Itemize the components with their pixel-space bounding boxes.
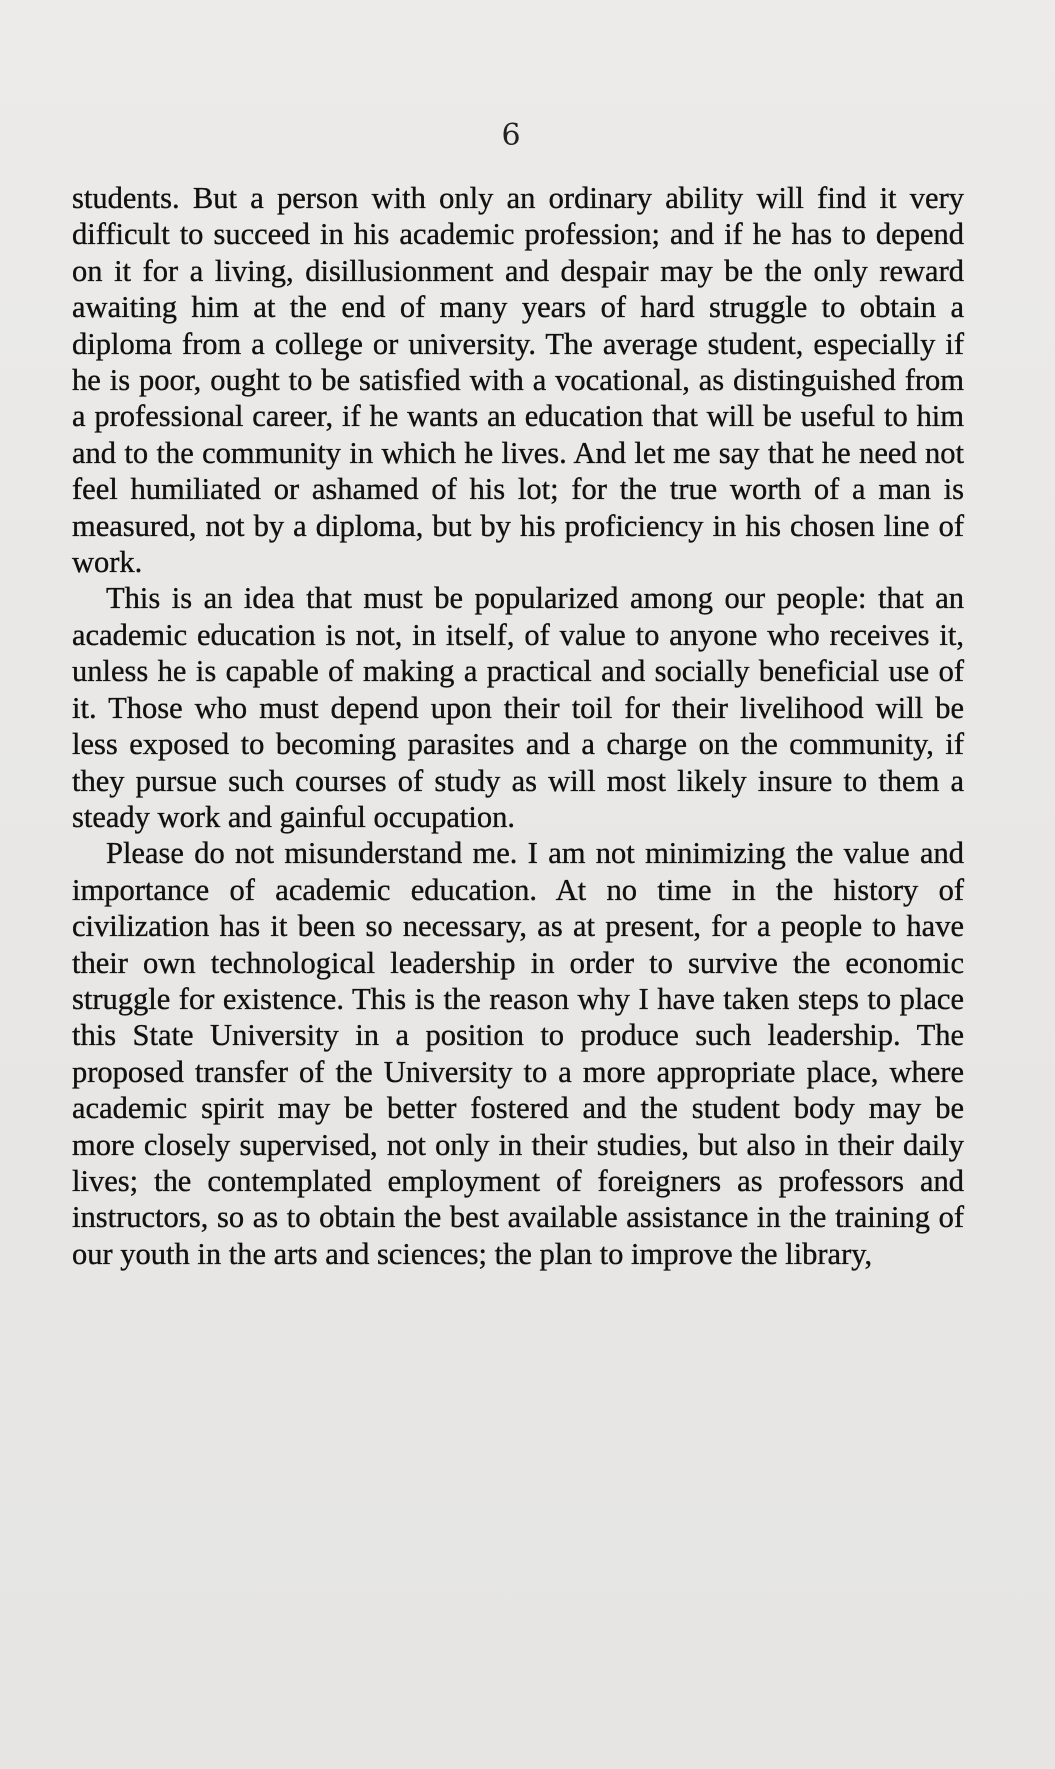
- page-number: 6: [501, 118, 521, 153]
- paragraph-3: Please do not misunderstand me. I am not minimizing the value and importance of academic education. At no time in the history of civilization has it been so necessary, as at present, for a people to have their own technological leadership in order to survive the economic struggle for existence. This is the reason why I have taken steps to place this State University in a position to produce such leadership. The proposed transfer of the University to a more appropriate place, where academic spirit may be better fostered and the student body may be more closely supervised, not only in their studies, but also in their daily lives; the contemplated employment of foreigners as professors and instructors, so as to obtain the best available assistance in the training of our youth in the arts and sciences; the plan to improve the library,: [72, 836, 964, 1271]
- body-text: [72, 180, 964, 1272]
- paragraph-1: students. But a person with only an ordinary ability will find it very difficult to succeed in his academic profession; and if he has to depend on it for a living, disillusionment and despair may be the only reward awaiting him at the end of many years of hard struggle to obtain a diploma from a college or university. The average student, especially if he is poor, ought to be satisfied with a vocational, as distinguished from a professional career, if he wants an education that will be useful to him and to the community in which he lives. And let me say that he need not feel humiliated or ashamed of his lot; for the true worth of a man is measured, not by a diploma, but by his proficiency in his chosen line of work.: [72, 181, 964, 580]
- paragraph-2: This is an idea that must be popularized among our people: that an academic education is not, in itself, of value to anyone who receives it, unless he is capable of making a practical and socially beneficial use of it. Those who must depend upon their toil for their livelihood will be less exposed to becoming parasites and a charge on the community, if they pursue such courses of study as will most likely insure to them a steady work and gainful occupation.: [72, 581, 964, 834]
